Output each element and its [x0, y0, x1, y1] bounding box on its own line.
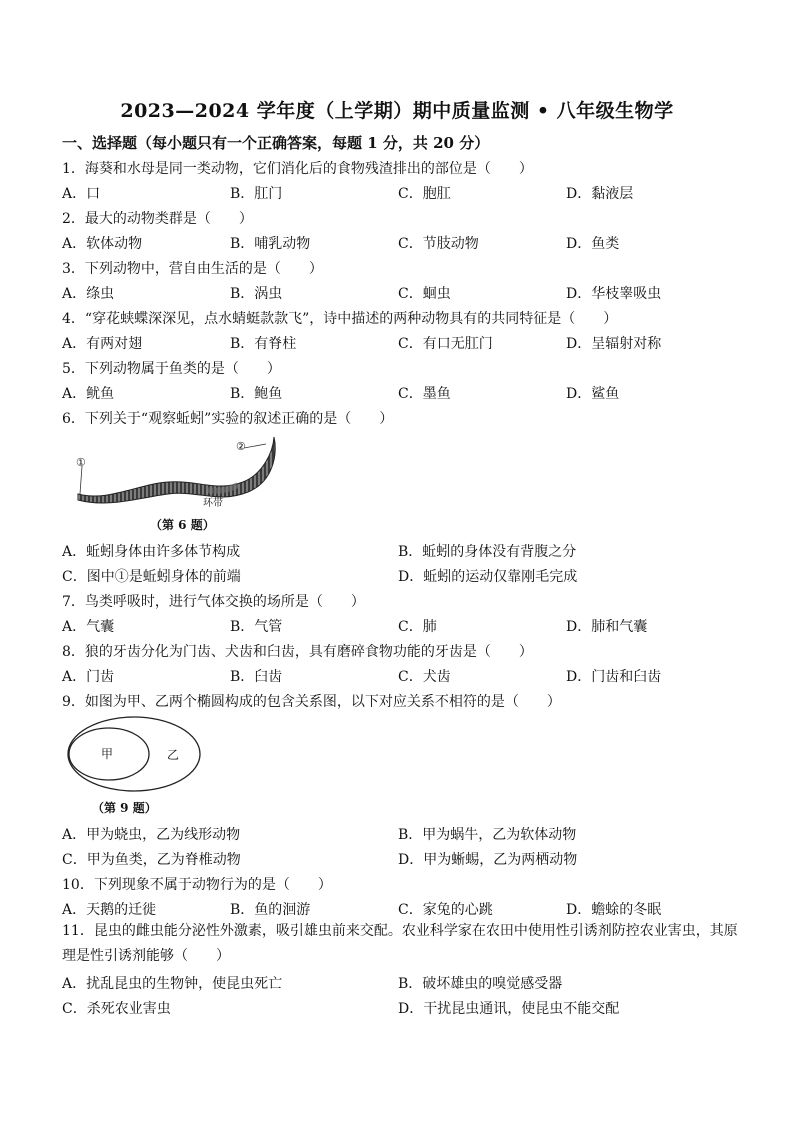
- section-heading: 一、选择题（每小题只有一个正确答案，每题 1 分，共 20 分）: [62, 134, 490, 152]
- q6-option-b[interactable]: B．蚯蚓的身体没有背腹之分: [398, 544, 577, 560]
- earthworm-figure: [68, 432, 288, 512]
- q3-option-c[interactable]: C．蛔虫: [398, 286, 451, 302]
- q9-option-a[interactable]: A．甲为蛲虫，乙为线形动物: [62, 827, 241, 843]
- q6-option-c[interactable]: C．图中①是蚯蚓身体的前端: [62, 569, 241, 585]
- earthworm-band-label: 环带: [203, 498, 223, 509]
- q2-option-b[interactable]: B．哺乳动物: [230, 236, 311, 252]
- question-2-stem: 2．最大的动物类群是（ ）: [62, 211, 253, 227]
- q1-option-c[interactable]: C．胞肛: [398, 186, 451, 202]
- q5-option-a[interactable]: A．鱿鱼: [62, 386, 115, 402]
- question-7-stem: 7．鸟类呼吸时，进行气体交换的场所是（ ）: [62, 594, 365, 610]
- q8-option-c[interactable]: C．犬齿: [398, 669, 451, 685]
- exam-title: 2023—2024 学年度（上学期）期中质量监测 • 八年级生物学: [120, 100, 674, 122]
- ellipse-inclusion-figure: [64, 714, 204, 794]
- q8-option-a[interactable]: A．门齿: [62, 669, 115, 685]
- q3-option-b[interactable]: B．涡虫: [230, 286, 283, 302]
- q5-option-d[interactable]: D．鲨鱼: [566, 386, 620, 402]
- q4-option-a[interactable]: A．有两对翅: [62, 336, 143, 352]
- q3-option-a[interactable]: A．绦虫: [62, 286, 115, 302]
- q11-option-a[interactable]: A．扰乱昆虫的生物钟，使昆虫死亡: [62, 976, 283, 992]
- question-1-stem: 1．海葵和水母是同一类动物，它们消化后的食物残渣排出的部位是（ ）: [62, 161, 533, 177]
- q11-option-d[interactable]: D．干扰昆虫通讯，使昆虫不能交配: [398, 1001, 620, 1017]
- q3-option-d[interactable]: D．华枝睾吸虫: [566, 286, 662, 302]
- q8-option-b[interactable]: B．臼齿: [230, 669, 283, 685]
- q10-option-c[interactable]: C．家兔的心跳: [398, 902, 493, 918]
- q10-option-d[interactable]: D．蟾蜍的冬眠: [566, 902, 662, 918]
- figure-9-caption: （第 9 题）: [92, 801, 157, 815]
- q9-option-c[interactable]: C．甲为鱼类，乙为脊椎动物: [62, 852, 241, 868]
- q8-option-d[interactable]: D．门齿和臼齿: [566, 669, 662, 685]
- q5-option-b[interactable]: B．鲍鱼: [230, 386, 283, 402]
- q2-option-c[interactable]: C．节肢动物: [398, 236, 479, 252]
- figure-6-caption: （第 6 题）: [150, 518, 215, 532]
- q7-option-c[interactable]: C．肺: [398, 619, 437, 635]
- q7-option-d[interactable]: D．肺和气囊: [566, 619, 648, 635]
- earthworm-label-2: ②: [236, 440, 246, 453]
- question-4-stem: 4．“穿花蛱蝶深深见，点水蜻蜓款款飞”，诗中描述的两种动物具有的共同特征是（ ）: [62, 311, 618, 327]
- earthworm-label-1: ①: [76, 456, 86, 469]
- q11-option-c[interactable]: C．杀死农业害虫: [62, 1001, 171, 1017]
- question-8-stem: 8．狼的牙齿分化为门齿、犬齿和臼齿，具有磨碎食物功能的牙齿是（ ）: [62, 644, 533, 660]
- q1-option-b[interactable]: B．肛门: [230, 186, 283, 202]
- ellipse-inner-label: 甲: [101, 747, 114, 761]
- q9-option-d[interactable]: D．甲为蜥蜴，乙为两栖动物: [398, 852, 578, 868]
- question-3-stem: 3．下列动物中，营自由生活的是（ ）: [62, 261, 323, 277]
- q4-option-d[interactable]: D．呈辐射对称: [566, 336, 662, 352]
- outer-ellipse: [68, 717, 200, 791]
- question-9-stem: 9．如图为甲、乙两个椭圆构成的包含关系图，以下对应关系不相符的是（ ）: [62, 694, 561, 710]
- q4-option-c[interactable]: C．有口无肛门: [398, 336, 493, 352]
- ellipse-outer-label: 乙: [167, 748, 180, 762]
- question-6-stem: 6．下列关于“观察蚯蚓”实验的叙述正确的是（ ）: [62, 411, 394, 427]
- question-5-stem: 5．下列动物属于鱼类的是（ ）: [62, 361, 281, 377]
- question-10-stem: 10．下列现象不属于动物行为的是（ ）: [62, 877, 332, 893]
- q9-option-b[interactable]: B．甲为蜗牛，乙为软体动物: [398, 827, 577, 843]
- q10-option-a[interactable]: A．天鹅的迁徙: [62, 902, 157, 918]
- question-11-stem: 11．昆虫的雌虫能分泌性外激素，吸引雄虫前来交配。农业科学家在农田中使用性引诱剂防控农业害虫，其原理是性引诱剂能够（ ）: [62, 923, 738, 964]
- q2-option-d[interactable]: D．鱼类: [566, 236, 620, 252]
- q7-option-a[interactable]: A．气囊: [62, 619, 115, 635]
- q6-option-d[interactable]: D．蚯蚓的运动仅靠刚毛完成: [398, 569, 578, 585]
- q2-option-a[interactable]: A．软体动物: [62, 236, 143, 252]
- q5-option-c[interactable]: C．墨鱼: [398, 386, 451, 402]
- q11-option-b[interactable]: B．破坏雄虫的嗅觉感受器: [398, 976, 563, 992]
- q1-option-d[interactable]: D．黏液层: [566, 186, 634, 202]
- q4-option-b[interactable]: B．有脊柱: [230, 336, 297, 352]
- q7-option-b[interactable]: B．气管: [230, 619, 283, 635]
- q10-option-b[interactable]: B．鱼的洄游: [230, 902, 311, 918]
- q1-option-a[interactable]: A．口: [62, 186, 101, 202]
- q6-option-a[interactable]: A．蚯蚓身体由许多体节构成: [62, 544, 241, 560]
